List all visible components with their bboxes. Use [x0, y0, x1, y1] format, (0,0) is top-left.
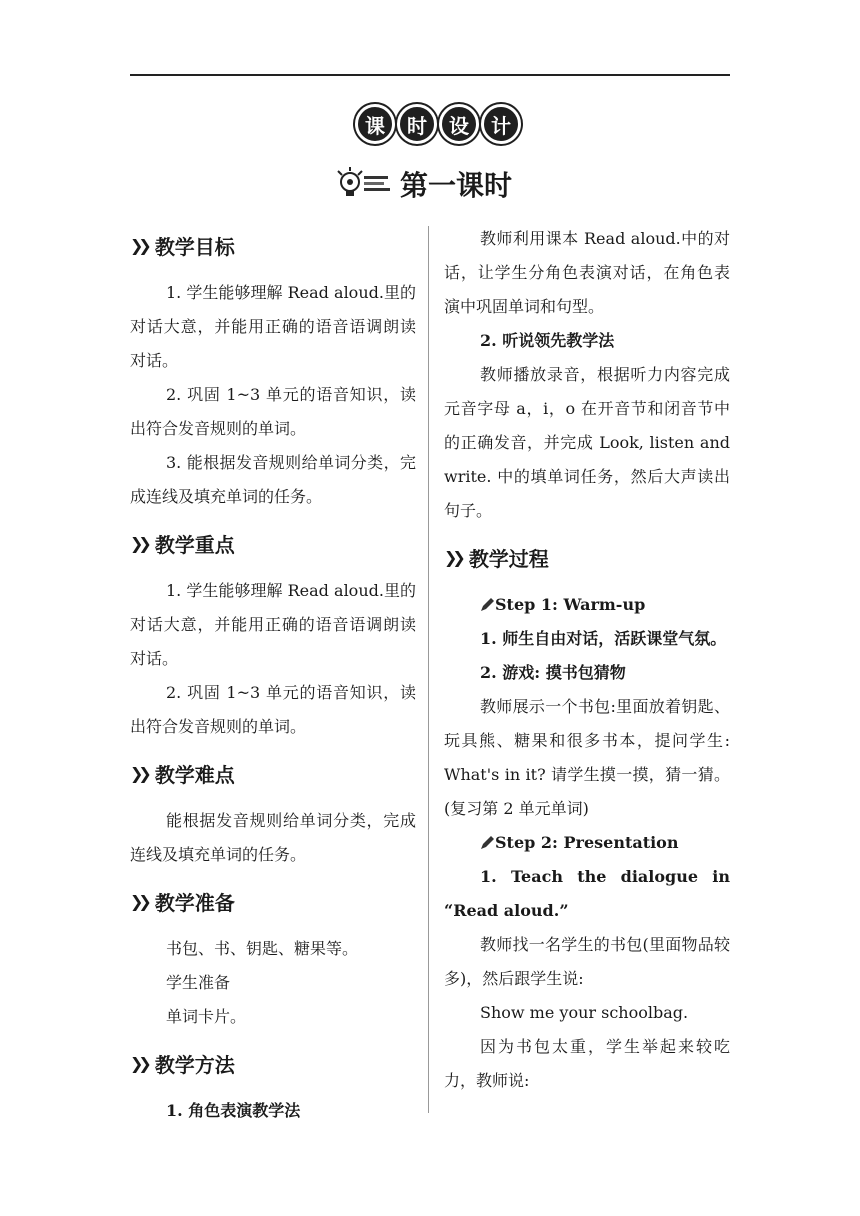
- banner-char: 计: [481, 104, 521, 144]
- paragraph: 3. 能根据发音规则给单词分类，完成连线及填充单词的任务。: [130, 453, 416, 506]
- pencil-icon: [480, 598, 494, 612]
- column-divider: [428, 226, 429, 1113]
- pencil-icon: [480, 836, 494, 850]
- section-heading: ❯❯ 教学目标: [130, 234, 235, 259]
- double-chevron-icon: ❯❯: [130, 235, 147, 255]
- paragraph: 1. 学生能够理解 Read aloud.里的对话大意，并能用正确的语音语调朗读对话。: [130, 581, 416, 668]
- banner-char: 课: [355, 104, 395, 144]
- double-chevron-icon: ❯❯: [130, 533, 147, 553]
- double-chevron-icon: ❯❯: [130, 763, 147, 783]
- lightbulb-icon: [336, 167, 392, 201]
- double-chevron-icon: ❯❯: [130, 891, 147, 911]
- paragraph: 教师利用课本 Read aloud.中的对话，让学生分角色表演对话，在角色表演中巩固单词和句型。: [444, 229, 730, 316]
- subheading: 2. 听说领先教学法: [480, 331, 615, 350]
- banner-char: 设: [439, 104, 479, 144]
- right-column: [444, 222, 730, 1098]
- subheading: 2. 游戏: 摸书包猜物: [480, 663, 626, 682]
- double-chevron-icon: ❯❯: [444, 547, 461, 567]
- paragraph: 因为书包太重，学生举起来较吃力，教师说:: [444, 1037, 730, 1090]
- top-rule: [130, 74, 730, 76]
- paragraph: 学生准备: [166, 973, 231, 992]
- section-heading: ❯❯ 教学准备: [130, 890, 235, 915]
- paragraph: 2. 巩固 1~3 单元的语音知识，读出符合发音规则的单词。: [130, 385, 416, 438]
- subheading: 1. 师生自由对话，活跃课堂气氛。: [480, 629, 727, 648]
- step-heading: Step 2: Presentation: [444, 826, 730, 860]
- paragraph: 单词卡片。: [166, 1007, 247, 1026]
- paragraph: 2. 巩固 1~3 单元的语音知识，读出符合发音规则的单词。: [130, 683, 416, 736]
- section-heading: ❯❯ 教学难点: [130, 762, 235, 787]
- subheading: 1. 角色表演教学法: [166, 1101, 301, 1120]
- paragraph: 教师播放录音，根据听力内容完成元音字母 a，i，o 在开音节和闭音节中的正确发音，并完成 Look, listen and write. 中的填单词任务，然后大声读出句子。: [444, 365, 730, 520]
- left-column: [130, 222, 416, 1128]
- section-heading: ❯❯ 教学过程: [444, 546, 549, 571]
- paragraph: 书包、书、钥匙、糖果等。: [166, 939, 359, 958]
- section-heading: ❯❯ 教学重点: [130, 532, 235, 557]
- page-title: 第一课时: [400, 169, 513, 202]
- banner-char: 时: [397, 104, 437, 144]
- paragraph: 能根据发音规则给单词分类，完成连线及填充单词的任务。: [130, 811, 416, 864]
- paragraph: 教师找一名学生的书包(里面物品较多)，然后跟学生说:: [444, 935, 730, 988]
- step-heading: Step 1: Warm-up: [444, 588, 730, 622]
- section-heading: ❯❯ 教学方法: [130, 1052, 235, 1077]
- double-chevron-icon: ❯❯: [130, 1053, 147, 1073]
- paragraph: 1. 学生能够理解 Read aloud.里的对话大意，并能用正确的语音语调朗读对话。: [130, 283, 416, 370]
- paragraph: Show me your schoolbag.: [480, 1003, 689, 1022]
- subheading: 1. Teach the dialogue in “Read aloud.”: [444, 867, 730, 920]
- lesson-heading: [336, 162, 512, 206]
- paragraph: 教师展示一个书包:里面放着钥匙、玩具熊、糖果和很多书本，提问学生: What's in it? 请学生摸一摸，猜一猜。(复习第 2 单元单词): [444, 697, 730, 818]
- lesson-design-banner: [355, 104, 521, 144]
